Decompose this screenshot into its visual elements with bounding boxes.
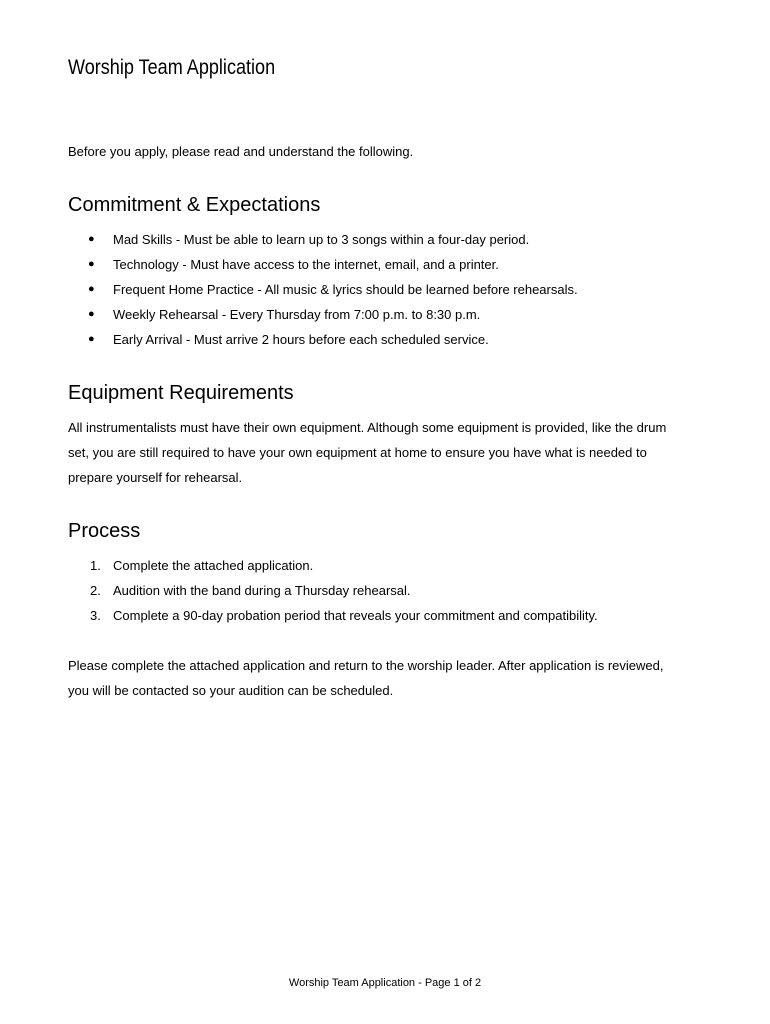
page-footer: Worship Team Application - Page 1 of 2 <box>288 977 482 989</box>
list-item <box>68 603 598 628</box>
bullet-icon: ● <box>88 258 95 270</box>
bullet-icon: ● <box>88 333 95 345</box>
section-heading-process: Process <box>68 520 141 542</box>
bullet-icon: ● <box>88 308 95 320</box>
intro-text: Before you apply, please read and understand the following. <box>68 144 414 159</box>
list-item <box>68 277 578 302</box>
step-number: 2. <box>90 583 101 598</box>
equipment-paragraph: All instrumentalists must have their own equipment. Although some equipment is provided, like the drum set, you are still required to have your own equipment at home to ensure you have what is needed to prepare yourself for rehearsal. <box>68 420 667 485</box>
closing-paragraph: Please complete the attached application and return to the worship leader. After application is reviewed, you will be contacted so your audition can be scheduled. <box>68 658 664 698</box>
section-heading-equipment: Equipment Requirements <box>68 382 294 404</box>
list-item-text: Weekly Rehearsal - Every Thursday from 7:00 p.m. to 8:30 p.m. <box>113 307 481 322</box>
list-item-text: Audition with the band during a Thursday rehearsal. <box>113 583 411 598</box>
process-list <box>68 553 598 628</box>
list-item <box>68 252 578 277</box>
section-heading-commitment: Commitment & Expectations <box>68 194 321 216</box>
document-title: Worship Team Application <box>68 56 276 79</box>
step-number: 1. <box>90 558 101 573</box>
step-number: 3. <box>90 608 101 623</box>
list-item <box>68 327 578 352</box>
list-item-text: Complete a 90-day probation period that reveals your commitment and compatibility. <box>113 608 598 623</box>
bullet-icon: ● <box>88 283 95 295</box>
list-item <box>68 553 598 578</box>
list-item-text: Technology - Must have access to the internet, email, and a printer. <box>113 257 499 272</box>
list-item-text: Early Arrival - Must arrive 2 hours before each scheduled service. <box>113 332 489 347</box>
list-item <box>68 578 598 603</box>
bullet-icon: ● <box>88 233 95 245</box>
list-item-text: Frequent Home Practice - All music & lyrics should be learned before rehearsals. <box>113 282 578 297</box>
list-item <box>68 227 578 252</box>
list-item-text: Complete the attached application. <box>113 558 314 573</box>
list-item <box>68 302 578 327</box>
list-item-text: Mad Skills - Must be able to learn up to 3 songs within a four-day period. <box>113 232 530 247</box>
commitment-list <box>68 227 578 352</box>
